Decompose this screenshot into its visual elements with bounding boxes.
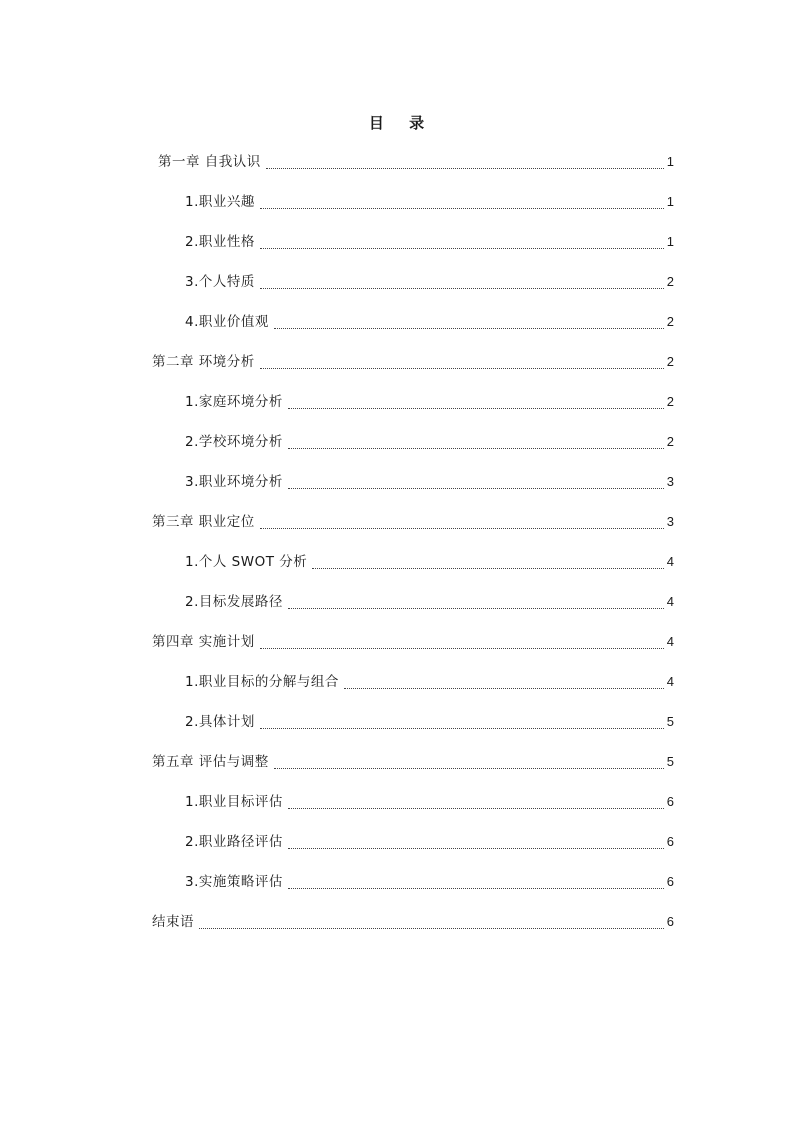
toc-entry-text: 结束语 xyxy=(152,914,194,930)
toc-section-entry[interactable] xyxy=(185,472,674,492)
toc-chapter-entry[interactable] xyxy=(158,152,674,172)
toc-dot-leader xyxy=(288,794,664,809)
toc-page-number: 3 xyxy=(666,474,674,489)
toc-entry-text: 第四章 实施计划 xyxy=(152,634,255,650)
toc-section-entry[interactable] xyxy=(185,672,674,692)
toc-page-number: 4 xyxy=(666,594,674,609)
toc-section-entry[interactable] xyxy=(185,712,674,732)
toc-entry-text: 2.目标发展路径 xyxy=(185,594,283,610)
toc-page-number: 4 xyxy=(666,634,674,649)
toc-dot-leader xyxy=(288,834,664,849)
toc-chapter-entry[interactable] xyxy=(152,512,674,532)
toc-entry-text: 2.职业性格 xyxy=(185,234,255,250)
toc-dot-leader xyxy=(288,594,664,609)
toc-dot-leader xyxy=(260,634,664,649)
toc-page-number: 6 xyxy=(666,874,674,889)
toc-dot-leader xyxy=(288,394,664,409)
toc-entry-text: 3.实施策略评估 xyxy=(185,874,283,890)
toc-page-number: 5 xyxy=(666,714,674,729)
toc-entry-text: 第五章 评估与调整 xyxy=(152,754,269,770)
toc-entry-text: 1.个人 SWOT 分析 xyxy=(185,554,308,570)
toc-page-number: 2 xyxy=(666,354,674,369)
toc-page-number: 1 xyxy=(666,154,674,169)
toc-dot-leader xyxy=(344,674,664,689)
toc-entry-text: 2.具体计划 xyxy=(185,714,255,730)
toc-section-entry[interactable] xyxy=(185,392,674,412)
toc-dot-leader xyxy=(288,434,664,449)
toc-dot-leader xyxy=(260,274,664,289)
toc-dot-leader xyxy=(274,314,664,329)
toc-chapter-entry[interactable] xyxy=(152,632,674,652)
toc-entry-text: 4.职业价值观 xyxy=(185,314,269,330)
toc-dot-leader xyxy=(260,194,664,209)
toc-entry-text: 第二章 环境分析 xyxy=(152,354,255,370)
toc-dot-leader xyxy=(260,714,664,729)
toc-entry-text: 2.职业路径评估 xyxy=(185,834,283,850)
toc-dot-leader xyxy=(288,474,664,489)
toc-section-entry[interactable] xyxy=(185,592,674,612)
toc-section-entry[interactable] xyxy=(185,432,674,452)
toc-page-number: 2 xyxy=(666,394,674,409)
toc-section-entry[interactable] xyxy=(185,272,674,292)
toc-page-number: 3 xyxy=(666,514,674,529)
toc-page-number: 6 xyxy=(666,794,674,809)
toc-section-entry[interactable] xyxy=(185,832,674,852)
toc-section-entry[interactable] xyxy=(185,872,674,892)
toc-page-number: 2 xyxy=(666,274,674,289)
toc-entry-text: 第一章 自我认识 xyxy=(158,154,261,170)
toc-chapter-entry[interactable] xyxy=(152,352,674,372)
toc-entry-text: 1.职业目标评估 xyxy=(185,794,283,810)
toc-dot-leader xyxy=(260,514,664,529)
toc-section-entry[interactable] xyxy=(185,232,674,252)
toc-entry-text: 2.学校环境分析 xyxy=(185,434,283,450)
toc-dot-leader xyxy=(260,354,664,369)
toc-section-entry[interactable] xyxy=(185,192,674,212)
toc-entry-text: 1.家庭环境分析 xyxy=(185,394,283,410)
toc-page-number: 2 xyxy=(666,314,674,329)
toc-page-number: 1 xyxy=(666,234,674,249)
toc-dot-leader xyxy=(312,554,664,569)
toc-chapter-entry[interactable] xyxy=(152,752,674,772)
toc-entry-text: 1.职业目标的分解与组合 xyxy=(185,674,339,690)
toc-entry-text: 第三章 职业定位 xyxy=(152,514,255,530)
toc-dot-leader xyxy=(199,914,664,929)
toc-dot-leader xyxy=(266,154,664,169)
toc-page-number: 1 xyxy=(666,194,674,209)
toc-entry-text: 1.职业兴趣 xyxy=(185,194,255,210)
toc-page-number: 4 xyxy=(666,674,674,689)
toc-title: 目 录 xyxy=(368,114,435,132)
toc-chapter-entry[interactable] xyxy=(152,912,674,932)
toc-entry-text: 3.职业环境分析 xyxy=(185,474,283,490)
toc-dot-leader xyxy=(274,754,664,769)
toc-page-number: 6 xyxy=(666,914,674,929)
toc-page-number: 4 xyxy=(666,554,674,569)
toc-entry-text: 3.个人特质 xyxy=(185,274,255,290)
toc-dot-leader xyxy=(288,874,664,889)
toc-page-number: 2 xyxy=(666,434,674,449)
toc-page-number: 5 xyxy=(666,754,674,769)
toc-section-entry[interactable] xyxy=(185,792,674,812)
toc-page-number: 6 xyxy=(666,834,674,849)
toc-section-entry[interactable] xyxy=(185,552,674,572)
toc-dot-leader xyxy=(260,234,664,249)
toc-section-entry[interactable] xyxy=(185,312,674,332)
